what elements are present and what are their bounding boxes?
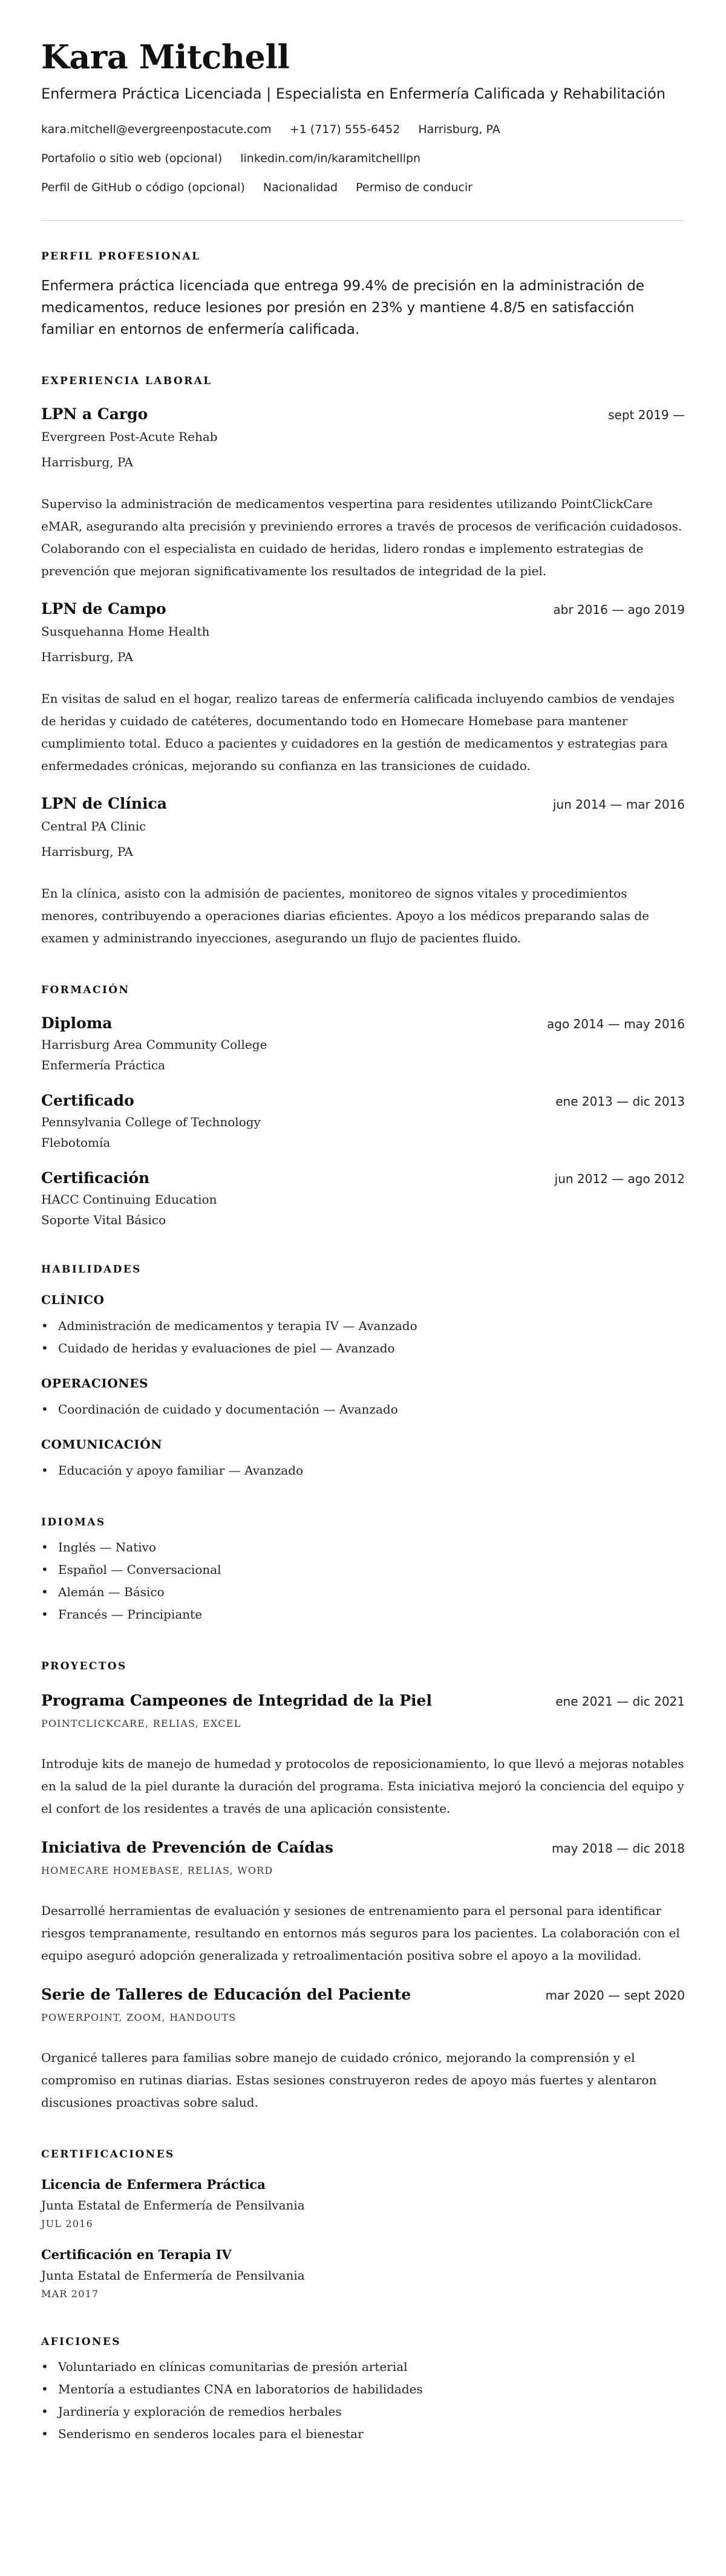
project-dates: ene 2021 — dic 2021 (555, 1694, 685, 1709)
job-dates: abr 2016 — ago 2019 (553, 602, 685, 617)
header-divider (41, 220, 685, 221)
job-location: Harrisburg, PA (41, 844, 133, 859)
skill-item: • Educación y apoyo familiar — Avanzado (41, 1459, 685, 1482)
education-degree: Diploma (41, 1014, 113, 1032)
education-entry (41, 1091, 685, 1152)
experience-section (41, 374, 685, 950)
certifications-section (41, 2148, 685, 2301)
languages-section (41, 1516, 685, 1626)
contact-license: Permiso de conducir (356, 181, 473, 194)
project-dates: may 2018 — dic 2018 (551, 1841, 685, 1856)
section-title-hobbies: AFICIONES (41, 2336, 121, 2348)
certification-entry (41, 2176, 685, 2231)
job-location: Harrisburg, PA (41, 650, 133, 664)
project-name: Programa Campeones de Integridad de la Piel (41, 1692, 432, 1709)
hobby-item: • Jardinería y exploración de remedios herbales (41, 2401, 685, 2423)
project-description: Organicé talleres para familias sobre manejo de cuidado crónico, mejorando la comprensión y el compromiso en rutinas diarias. Estas sesiones construyeron redes de apoyo más fuertes y alentaron discusiones proactivas sobre salud. (41, 2050, 657, 2110)
job-description: En visitas de salud en el hogar, realizo tareas de enfermería calificada incluyendo cambios de vendajes de heridas y cuidado de catéteres, documentando todo en Homecare Homebase para mantener cumplimiento total. Educo a pacientes y cuidadores en la gestión de medicamentos y estrategias para enfermedades crónicas, mejorando su confianza en las transiciones de cuidado. (41, 691, 675, 773)
skill-category: CLÍNICO (41, 1293, 105, 1307)
skill-group (41, 1292, 685, 1360)
project-entry (41, 1985, 685, 2114)
certification-date: JUL 2016 (41, 2218, 93, 2229)
education-degree: Certificación (41, 1169, 150, 1187)
hobby-item: • Mentoría a estudiantes CNA en laboratorios de habilidades (41, 2378, 685, 2401)
skill-list (41, 1315, 685, 1360)
job-dates: jun 2014 — mar 2016 (552, 797, 685, 812)
skill-group (41, 1375, 685, 1421)
job-role: LPN a Cargo (41, 405, 148, 423)
project-tech: HOMECARE HOMEBASE, RELIAS, WORD (41, 1865, 273, 1876)
project-name: Iniciativa de Prevención de Caídas (41, 1839, 334, 1856)
education-dates: ago 2014 — may 2016 (547, 1017, 685, 1031)
section-title-profile: PERFIL PROFESIONAL (41, 250, 201, 262)
skill-category: COMUNICACIÓN (41, 1437, 163, 1452)
hobby-list (41, 2356, 685, 2445)
project-entry (41, 1691, 685, 1820)
language-item: • Inglés — Nativo (41, 1536, 685, 1559)
section-title-experience: EXPERIENCIA LABORAL (41, 375, 212, 387)
education-school: HACC Continuing Education (41, 1192, 217, 1207)
certification-issuer: Junta Estatal de Enfermería de Pensilvania (41, 2198, 305, 2212)
experience-entry (41, 599, 685, 777)
skill-group (41, 1436, 685, 1482)
education-field: Soporte Vital Básico (41, 1213, 166, 1227)
skill-item: • Administración de medicamentos y terapia IV — Avanzado (41, 1315, 685, 1337)
education-section (41, 983, 685, 1229)
job-location: Harrisburg, PA (41, 455, 133, 469)
hobbies-section (41, 2335, 685, 2445)
education-field: Flebotomía (41, 1135, 111, 1150)
education-degree: Certificado (41, 1092, 134, 1109)
certification-entry (41, 2246, 685, 2301)
profile-summary: Enfermera práctica licenciada que entrega 99.4% de precisión en la administración de medicamentos, reduce lesiones por presión en 23% y mantiene 4.8/5 en satisfacción familiar en entornos de enfermería calificada. (41, 278, 644, 337)
section-title-certifications: CERTIFICACIONES (41, 2148, 175, 2160)
job-organization: Evergreen Post-Acute Rehab (41, 429, 218, 444)
education-dates: jun 2012 — ago 2012 (554, 1172, 685, 1186)
project-tech: POWERPOINT, ZOOM, HANDOUTS (41, 2012, 237, 2023)
language-list (41, 1536, 685, 1626)
contact-portfolio[interactable]: Portafolio o sitio web (opcional) (41, 152, 223, 165)
education-entry (41, 1169, 685, 1229)
projects-section (41, 1660, 685, 2114)
contact-linkedin[interactable]: linkedin.com/in/karamitchelllpn (240, 152, 421, 165)
contact-nationality: Nacionalidad (263, 181, 338, 194)
section-title-languages: IDIOMAS (41, 1516, 106, 1528)
skill-list (41, 1398, 685, 1421)
hobby-item: • Senderismo en senderos locales para el bienestar (41, 2423, 685, 2445)
resume-header (41, 37, 685, 196)
candidate-headline: Enfermera Práctica Licenciada | Especialista en Enfermería Calificada y Rehabilitación (41, 85, 666, 102)
skill-item: • Cuidado de heridas y evaluaciones de piel — Avanzado (41, 1337, 685, 1360)
job-dates: sept 2019 — (608, 408, 685, 422)
certification-name: Licencia de Enfermera Práctica (41, 2177, 266, 2192)
contact-row-extra (41, 179, 685, 196)
profile-section (41, 250, 685, 341)
skill-item: • Coordinación de cuidado y documentación — Avanzado (41, 1398, 685, 1421)
skill-list (41, 1459, 685, 1482)
section-title-projects: PROYECTOS (41, 1660, 127, 1672)
experience-entry (41, 794, 685, 950)
certification-date: MAR 2017 (41, 2288, 99, 2300)
job-organization: Central PA Clinic (41, 819, 146, 833)
education-entry (41, 1014, 685, 1074)
contact-phone[interactable]: +1 (717) 555-6452 (289, 123, 401, 136)
job-role: LPN de Campo (41, 600, 166, 618)
project-description: Introduje kits de manejo de humedad y protocolos de reposicionamiento, lo que llevó a mejoras notables en la salud de la piel durante la duración del programa. Esta iniciativa mejoró la conciencia del equipo y el confort de los residentes a través de una aplicación consistente. (41, 1756, 684, 1816)
experience-entry (41, 405, 685, 582)
language-item: • Francés — Principiante (41, 1603, 685, 1626)
contact-row-primary (41, 121, 685, 138)
project-description: Desarrollé herramientas de evaluación y sesiones de entrenamiento para el personal para identificar riesgos tempranamente, resultando en entornos más seguros para los pacientes. La colaboración con el equipo aseguró adopción generalizada y retroalimentación positiva sobre el apoyo a la movilidad. (41, 1903, 680, 1963)
certification-issuer: Junta Estatal de Enfermería de Pensilvania (41, 2268, 305, 2283)
job-description: Superviso la administración de medicamentos vespertina para residentes utilizando PointClickCare eMAR, asegurando alta precisión y previniendo errores a través de procesos de verificación cuidadosos. Colaborando con el especialista en cuidado de heridas, lidero rondas e implemento estrategias de prevención que mejoran significativamente los resultados de integridad de la piel. (41, 497, 682, 578)
language-item: • Español — Conversacional (41, 1559, 685, 1581)
skills-section (41, 1263, 685, 1482)
education-school: Harrisburg Area Community College (41, 1037, 267, 1052)
education-field: Enfermería Práctica (41, 1058, 166, 1072)
contact-email[interactable]: kara.mitchell@evergreenpostacute.com (41, 123, 272, 136)
contact-location: Harrisburg, PA (418, 123, 500, 136)
hobby-item: • Voluntariado en clínicas comunitarias de presión arterial (41, 2356, 685, 2378)
project-entry (41, 1838, 685, 1967)
section-title-skills: HABILIDADES (41, 1264, 142, 1276)
job-organization: Susquehanna Home Health (41, 624, 210, 639)
candidate-name: Kara Mitchell (41, 37, 290, 76)
job-description: En la clínica, asisto con la admisión de pacientes, monitoreo de signos vitales y procedimientos menores, contribuyendo a operaciones diarias eficientes. Apoyo a los médicos preparando salas de examen y administrando inyecciones, asegurando un flujo de pacientes fluido. (41, 886, 649, 945)
contact-row-links (41, 150, 685, 167)
project-tech: POINTCLICKCARE, RELIAS, EXCEL (41, 1718, 241, 1729)
job-role: LPN de Clínica (41, 795, 168, 812)
section-title-education: FORMACIÓN (41, 984, 130, 996)
certification-name: Certificación en Terapia IV (41, 2247, 232, 2262)
education-dates: ene 2013 — dic 2013 (555, 1094, 685, 1109)
language-item: • Alemán — Básico (41, 1581, 685, 1603)
skill-category: OPERACIONES (41, 1376, 149, 1391)
education-school: Pennsylvania College of Technology (41, 1115, 261, 1129)
project-name: Serie de Talleres de Educación del Paciente (41, 1986, 411, 2003)
contact-github[interactable]: Perfil de GitHub o código (opcional) (41, 181, 245, 194)
project-dates: mar 2020 — sept 2020 (545, 1988, 685, 2003)
